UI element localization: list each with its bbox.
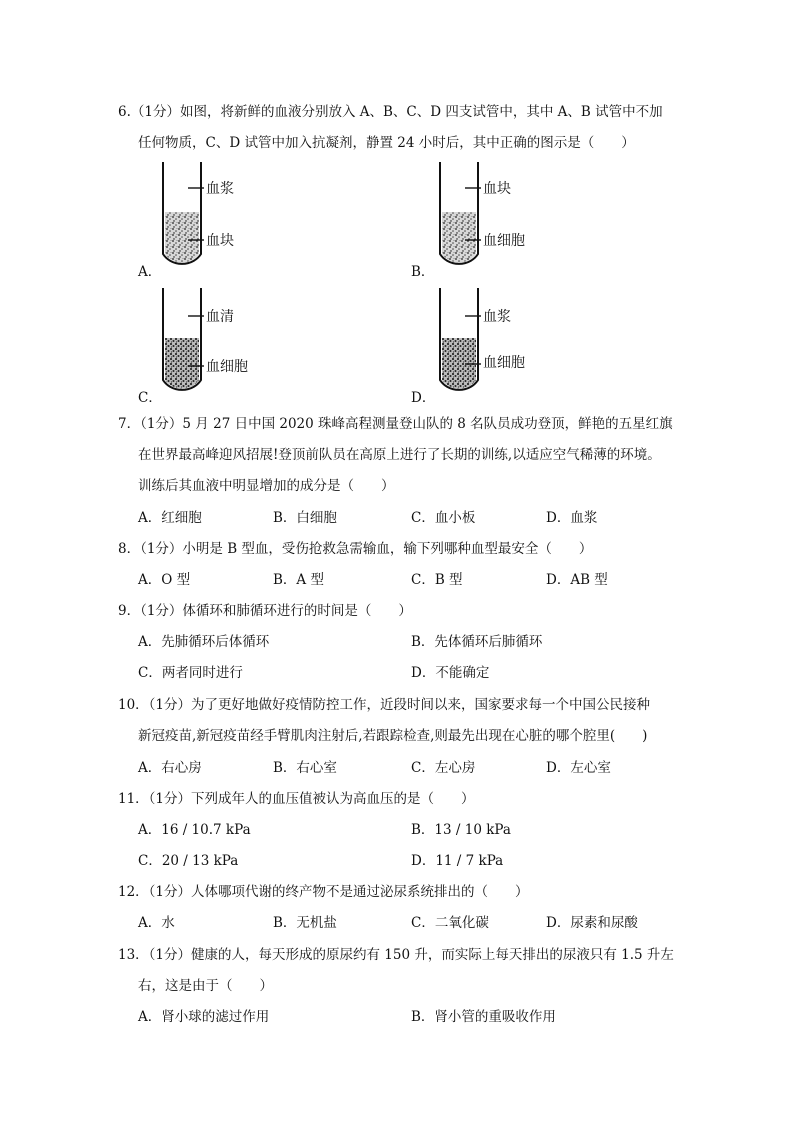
figure-d-top-label: 血浆	[483, 309, 511, 325]
q13-option-a: A．肾小球的滤过作用	[138, 1009, 270, 1025]
q9-line1: 9．（1分）体循环和肺循环进行的时间是（ ）	[118, 603, 412, 619]
q8-line1: 8．（1分）小明是 B 型血，受伤抢救急需输血，输下列哪种血型最安全（ ）	[118, 541, 593, 557]
q10-option-d: D．左心室	[546, 760, 611, 776]
q13-option-b: B．肾小管的重吸收作用	[411, 1009, 556, 1025]
q12-option-b: B．无机盐	[273, 915, 337, 931]
q7-line1: 7．（1分）5 月 27 日中国 2020 珠峰高程测量登山队的 8 名队员成功登顶，鲜艳的五星红旗	[118, 416, 673, 432]
q9-option-d: D．不能确定	[411, 665, 490, 681]
q11-option-a: A．16 / 10.7 kPa	[138, 822, 251, 838]
q12-line1: 12．（1分）人体哪项代谢的终产物不是通过泌尿系统排出的（ ）	[118, 884, 529, 900]
test-tube-d-icon	[437, 288, 487, 403]
test-tube-a-icon	[160, 162, 210, 277]
q9-option-c: C．两者同时进行	[138, 665, 243, 681]
q8-option-c: C．B 型	[411, 572, 463, 588]
q13-line2: 右，这是由于（ ）	[138, 978, 273, 994]
q10-line1: 10．（1分）为了更好地做好疫情防控工作，近段时间以来，国家要求每一个中国公民接种	[118, 697, 651, 713]
q9-option-b: B．先体循环后肺循环	[411, 634, 543, 650]
q12-option-c: C．二氧化碳	[411, 915, 489, 931]
q7-option-b: B．白细胞	[273, 510, 337, 526]
q13-line1: 13．（1分）健康的人，每天形成的原尿约有 150 升，而实际上每天排出的尿液只有 1.5 升左	[118, 947, 674, 963]
figure-c-top-label: 血清	[206, 309, 234, 325]
q12-option-d: D．尿素和尿酸	[546, 915, 638, 931]
figure-d-letter: D．	[411, 390, 436, 406]
q10-line2: 新冠疫苗,新冠疫苗经手臂肌肉注射后,若跟踪检查,则最先出现在心脏的哪个腔里( )	[138, 728, 648, 744]
figure-a-bottom-label: 血块	[206, 233, 234, 249]
q7-option-c: C．血小板	[411, 510, 476, 526]
q8-option-b: B．A 型	[273, 572, 324, 588]
figure-a-top-label: 血浆	[206, 181, 234, 197]
q7-line2: 在世界最高峰迎风招展!登顶前队员在高原上进行了长期的训练,以适应空气稀薄的环境。	[138, 447, 661, 463]
q11-option-c: C．20 / 13 kPa	[138, 853, 239, 869]
q10-option-a: A．右心房	[138, 760, 202, 776]
q11-option-b: B．13 / 10 kPa	[411, 822, 511, 838]
q7-option-a: A．红细胞	[138, 510, 202, 526]
q10-option-b: B．右心室	[273, 760, 337, 776]
figure-c-bottom-label: 血细胞	[206, 359, 248, 375]
figure-b	[411, 160, 611, 280]
q7-option-d: D．血浆	[546, 510, 598, 526]
figure-d-bottom-label: 血细胞	[483, 355, 525, 371]
q8-option-a: A．O 型	[138, 572, 191, 588]
test-tube-b-icon	[437, 162, 487, 277]
q7-line3: 训练后其血液中明显增加的成分是（ ）	[138, 478, 395, 494]
figure-d	[411, 286, 611, 406]
q6-line2: 任何物质，C、D 试管中加入抗凝剂，静置 24 小时后，其中正确的图示是（ ）	[138, 135, 635, 151]
figure-c-letter: C．	[138, 390, 162, 406]
q12-option-a: A．水	[138, 915, 175, 931]
test-tube-c-icon	[160, 288, 210, 403]
q10-option-c: C．左心房	[411, 760, 476, 776]
figure-a-letter: A．	[138, 264, 162, 280]
q11-option-d: D．11 / 7 kPa	[411, 853, 504, 869]
q6-line1: 6.（1分）如图，将新鲜的血液分别放入 A、B、C、D 四支试管中，其中 A、B 试管中不加	[118, 104, 663, 120]
figure-c	[138, 286, 338, 406]
q9-option-a: A．先肺循环后体循环	[138, 634, 270, 650]
figure-a	[138, 160, 338, 280]
q8-option-d: D．AB 型	[546, 572, 608, 588]
figure-b-top-label: 血块	[483, 181, 511, 197]
q11-line1: 11．（1分）下列成年人的血压值被认为高血压的是（ ）	[118, 791, 475, 807]
figure-b-letter: B．	[411, 264, 435, 280]
figure-b-bottom-label: 血细胞	[483, 233, 525, 249]
